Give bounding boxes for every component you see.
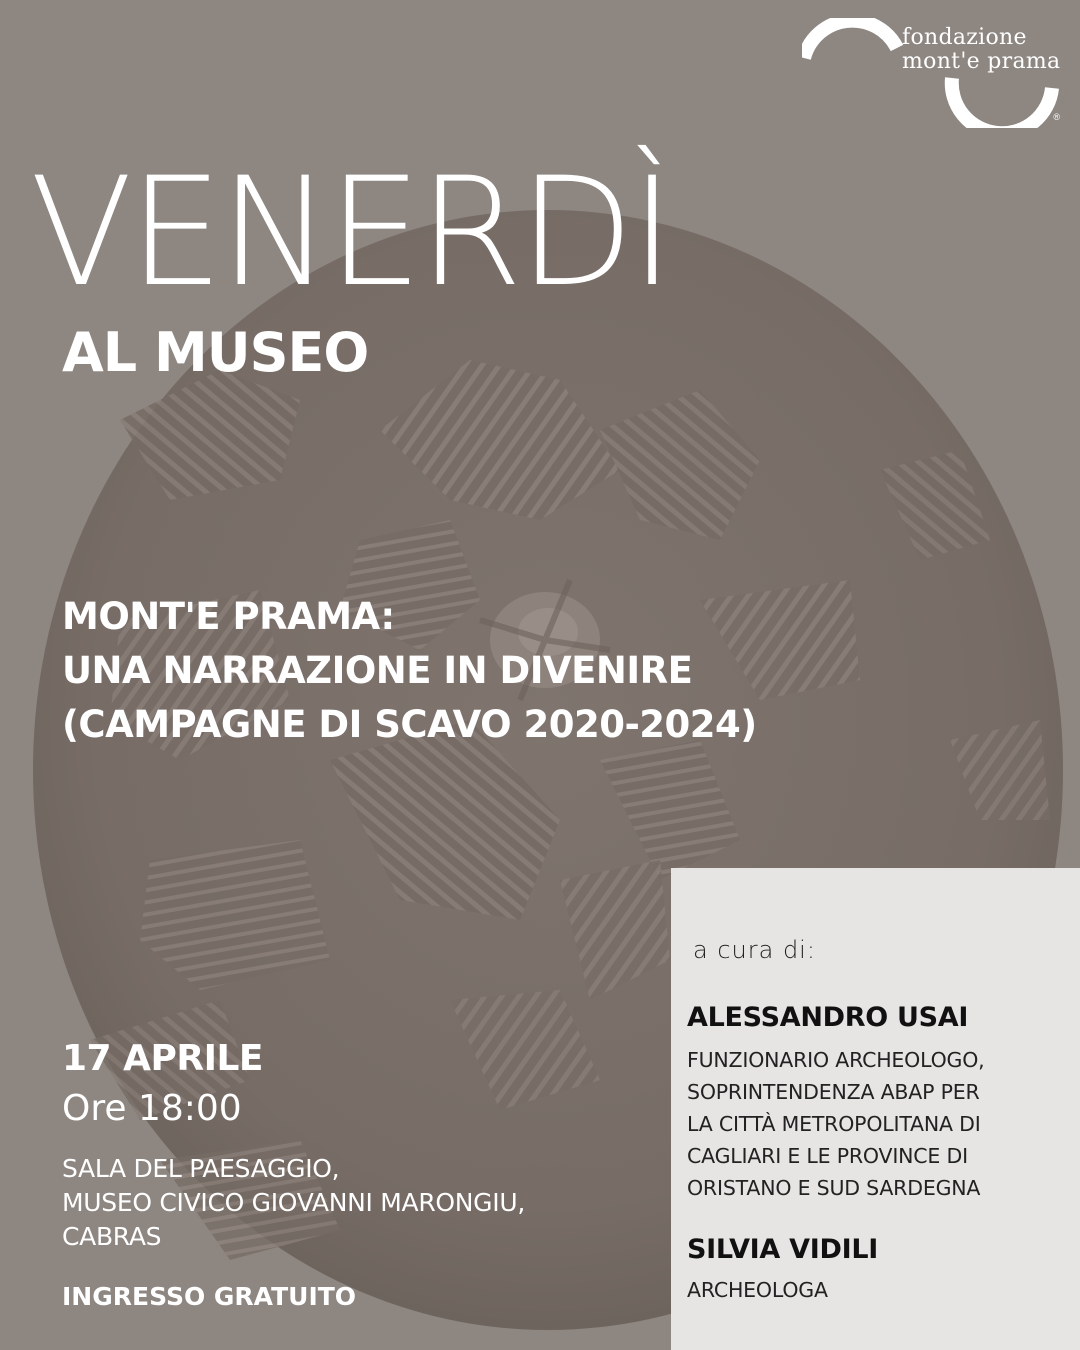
talk-title-line-2: UNA NARRAZIONE IN DIVENIRE (62, 649, 693, 692)
venue-line-3: CABRAS (62, 1222, 162, 1251)
curators-label: a cura di: (693, 936, 816, 964)
headline-subtitle: AL MUSEO (62, 321, 369, 384)
venue-line-2: MUSEO CIVICO GIOVANNI MARONGIU, (62, 1188, 525, 1217)
registered-mark: ® (1053, 112, 1060, 122)
logo-line-1: fondazione (902, 25, 1027, 50)
foundation-logo (802, 18, 1062, 128)
talk-title-line-1: MONT'E PRAMA: (62, 595, 395, 638)
logo-wordmark (902, 26, 1060, 74)
speaker-2-role: ARCHEOLOGA (687, 1278, 828, 1302)
event-datetime (62, 1034, 263, 1134)
event-time: Ore 18:00 (62, 1088, 242, 1129)
curators-panel (671, 868, 1080, 1350)
talk-title (62, 590, 757, 752)
talk-title-line-3: (CAMPAGNE DI SCAVO 2020-2024) (62, 703, 757, 746)
free-entry-label: INGRESSO GRATUITO (62, 1282, 357, 1311)
speaker-1-name: ALESSANDRO USAI (687, 1002, 969, 1033)
venue-line-1: SALA DEL PAESAGGIO, (62, 1154, 340, 1183)
speaker-1-role-line-1: FUNZIONARIO ARCHEOLOGO, (687, 1048, 985, 1072)
speaker-2-name: SILVIA VIDILI (687, 1234, 878, 1265)
speaker-1-role-line-2: SOPRINTENDENZA ABAP PER (687, 1080, 980, 1104)
speaker-1-role-line-3: LA CITTÀ METROPOLITANA DI (687, 1112, 981, 1136)
speaker-1-role-line-4: CAGLIARI E LE PROVINCE DI (687, 1144, 968, 1168)
headline-title: VENERDÌ (30, 146, 671, 320)
event-date: 17 APRILE (62, 1038, 264, 1079)
logo-line-2: mont'e prama (902, 49, 1061, 74)
event-venue (62, 1152, 525, 1254)
speaker-1-role-line-5: ORISTANO E SUD SARDEGNA (687, 1176, 981, 1200)
